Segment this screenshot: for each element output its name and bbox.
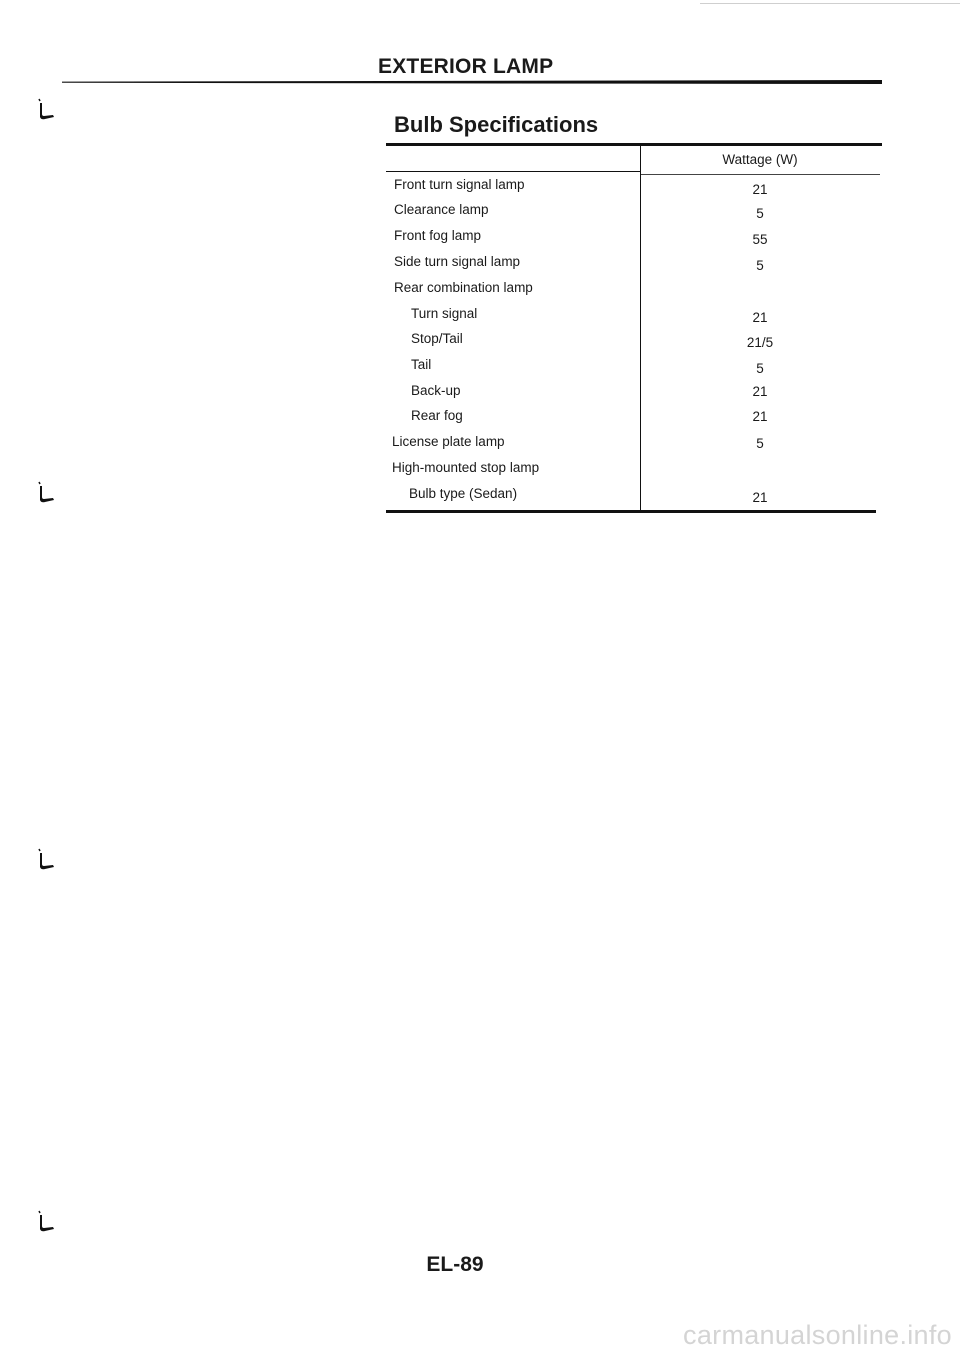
row-label-side-turn-signal: Side turn signal lamp — [394, 254, 521, 269]
row-label-clearance: Clearance lamp — [394, 202, 489, 217]
binding-mark-icon — [36, 1209, 58, 1235]
row-label-stop-tail: Stop/Tail — [411, 331, 463, 346]
row-value-clearance: 5 — [756, 206, 764, 221]
row-label-back-up: Back-up — [411, 383, 461, 398]
section-title: EXTERIOR LAMP — [378, 55, 554, 78]
row-value-side-turn-signal: 5 — [756, 258, 764, 273]
row-value-license-plate: 5 — [756, 436, 764, 451]
row-value-back-up: 21 — [752, 384, 768, 399]
page-number: EL-89 — [426, 1253, 484, 1276]
header-underline-right — [640, 174, 880, 175]
top-edge-line — [700, 3, 960, 4]
row-value-front-fog: 55 — [752, 232, 768, 247]
row-value-bulb-type-sedan: 21 — [752, 490, 768, 505]
row-label-tail: Tail — [411, 357, 432, 372]
row-label-front-turn-signal: Front turn signal lamp — [394, 177, 525, 192]
row-label-front-fog: Front fog lamp — [394, 228, 482, 243]
header-rule — [62, 80, 882, 84]
bulb-specifications-title: Bulb Specifications — [394, 112, 599, 137]
header-underline-left — [386, 171, 640, 172]
row-label-turn-signal: Turn signal — [411, 306, 478, 321]
table-bottom-rule — [386, 510, 876, 513]
binding-mark-icon — [36, 97, 58, 123]
row-label-license-plate: License plate lamp — [392, 434, 505, 449]
row-value-tail: 5 — [756, 361, 764, 376]
row-value-front-turn-signal: 21 — [752, 182, 768, 197]
wattage-column-header: Wattage (W) — [722, 152, 798, 167]
row-label-high-mounted-stop: High-mounted stop lamp — [392, 460, 540, 475]
table-top-rule — [386, 143, 882, 146]
row-value-rear-fog: 21 — [752, 409, 768, 424]
table-column-divider — [640, 146, 641, 512]
watermark: carmanualsonline.info — [683, 1320, 952, 1350]
binding-mark-icon — [36, 847, 58, 873]
row-value-turn-signal: 21 — [752, 310, 768, 325]
binding-mark-icon — [36, 480, 58, 506]
row-label-rear-fog: Rear fog — [411, 408, 463, 423]
row-label-rear-combination: Rear combination lamp — [394, 280, 533, 295]
row-value-stop-tail: 21/5 — [746, 335, 774, 350]
row-label-bulb-type-sedan: Bulb type (Sedan) — [409, 486, 518, 501]
